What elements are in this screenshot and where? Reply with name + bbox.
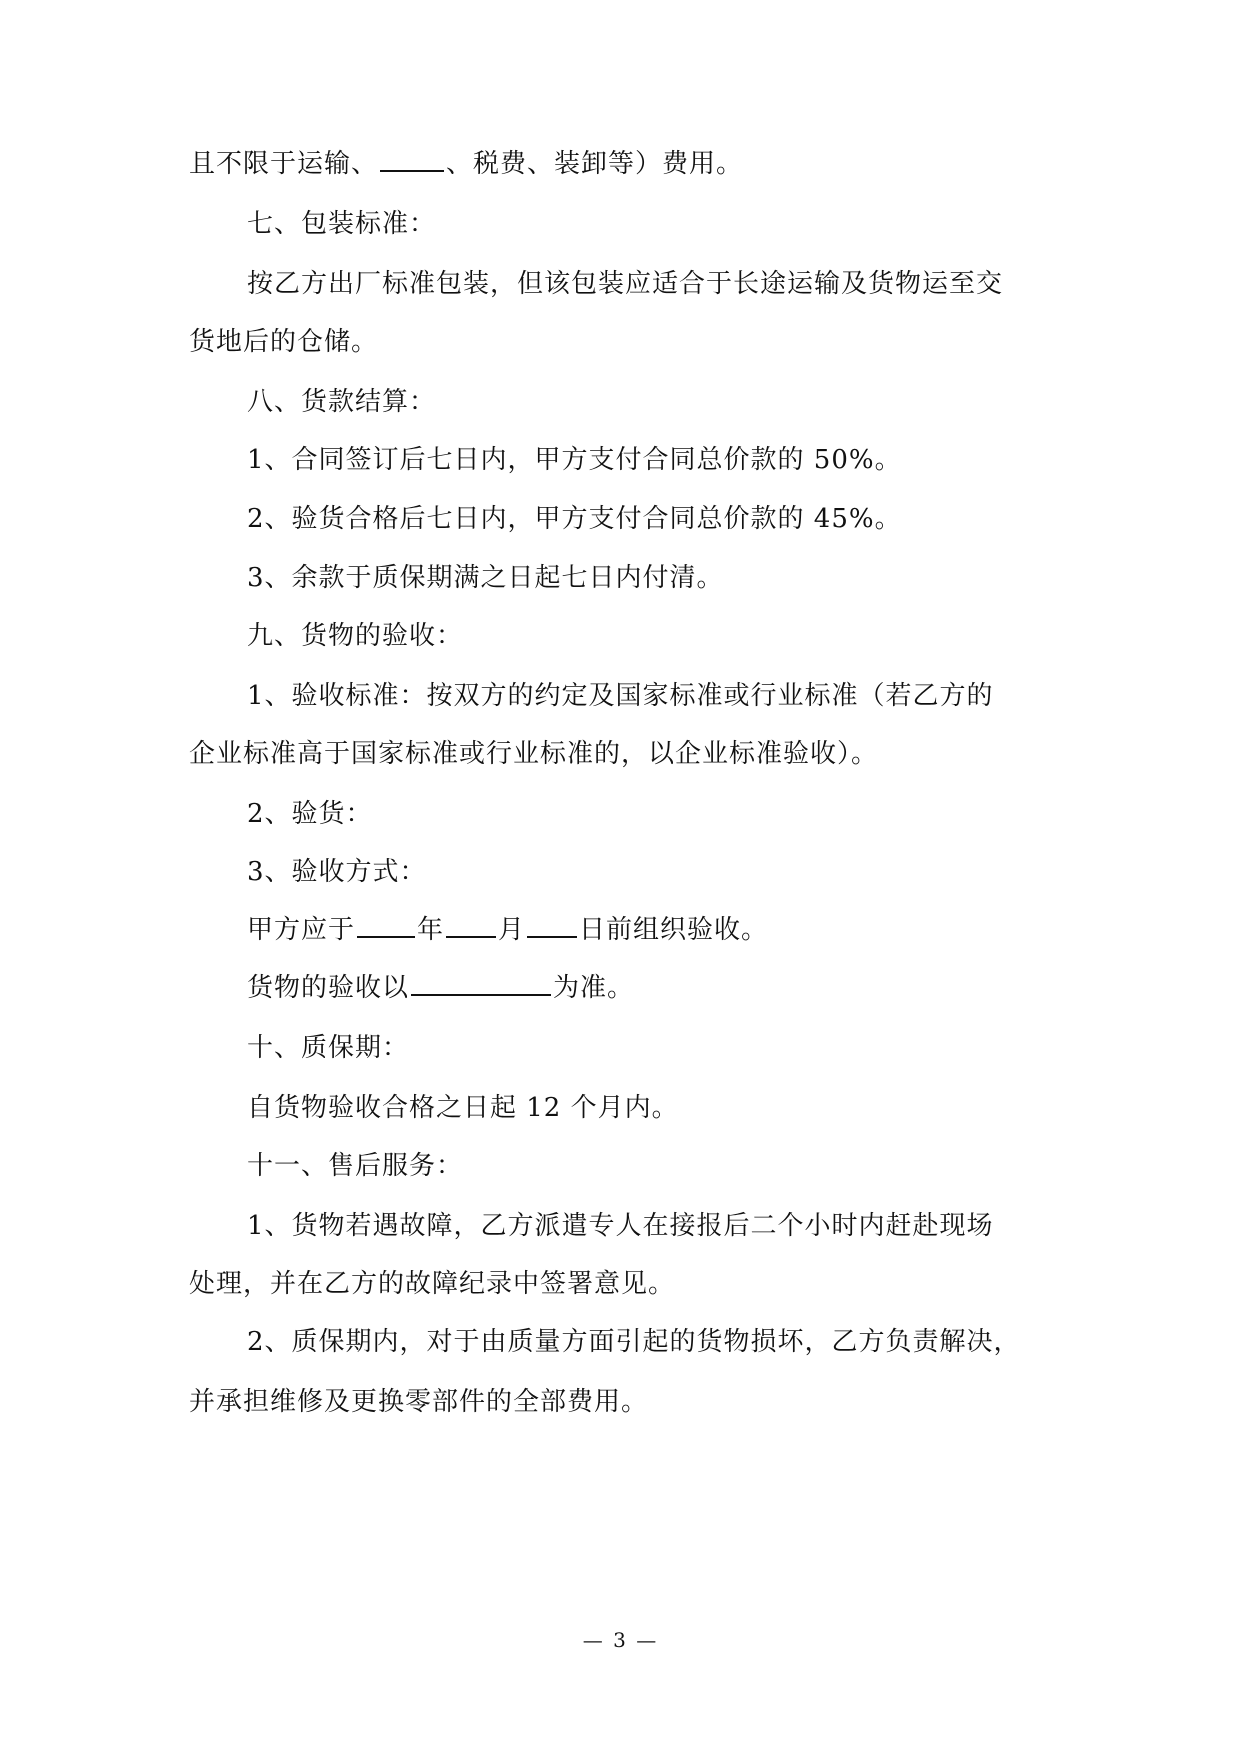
section-heading: 七、包装标准： [247, 209, 437, 239]
list-item: 3、验收方式： [247, 857, 427, 887]
text-fragment: 、税费、装卸等）费用。 [446, 149, 744, 179]
list-item: 1、货物若遇故障，乙方派遣专人在接报后二个小时内赶赴现场 [247, 1211, 994, 1241]
text-fragment: 货物的验收以 [247, 973, 410, 1003]
list-item: 1、验收标准：按双方的约定及国家标准或行业标准（若乙方的 [247, 681, 994, 711]
list-item: 3、余款于质保期满之日起七日内付清。 [247, 563, 724, 593]
fill-in-blank [380, 146, 444, 172]
paragraph-line: 企业标准高于国家标准或行业标准的，以企业标准验收）。 [189, 739, 879, 769]
list-item: 2、验货合格后七日内，甲方支付合同总价款的 45%。 [247, 504, 902, 534]
fill-in-blank [357, 912, 415, 938]
list-item: 1、合同签订后七日内，甲方支付合同总价款的 50%。 [247, 445, 902, 475]
section-heading: 十、质保期： [247, 1033, 410, 1063]
fill-in-blank [446, 912, 496, 938]
page-number: — 3 — [582, 1628, 659, 1652]
text-fragment: 年 [417, 915, 445, 945]
section-heading: 八、货款结算： [247, 387, 437, 417]
section-heading: 十一、售后服务： [247, 1151, 464, 1181]
text-line [247, 912, 1059, 948]
text-fragment: 甲方应于 [247, 915, 356, 945]
paragraph-line: 自货物验收合格之日起 12 个月内。 [247, 1093, 679, 1123]
text-fragment: 月 [498, 915, 526, 945]
list-item: 2、验货： [247, 799, 373, 829]
text-fragment: 为准。 [553, 973, 635, 1003]
fill-in-blank [411, 970, 551, 996]
section-heading: 九、货物的验收： [247, 621, 464, 651]
paragraph-line: 按乙方出厂标准包装，但该包装应适合于长途运输及货物运至交 [247, 269, 1004, 299]
paragraph-line: 并承担维修及更换零部件的全部费用。 [189, 1387, 649, 1417]
fill-in-blank [527, 912, 577, 938]
text-fragment: 日前组织验收。 [579, 915, 769, 945]
text-fragment: 且不限于运输、 [189, 149, 379, 179]
paragraph-line: 处理，并在乙方的故障纪录中签署意见。 [189, 1269, 676, 1299]
text-line [247, 970, 1059, 1006]
text-line [189, 146, 1059, 182]
paragraph-line: 货地后的仓储。 [189, 327, 379, 357]
list-item: 2、质保期内，对于由质量方面引起的货物损坏，乙方负责解决， [247, 1327, 1021, 1357]
